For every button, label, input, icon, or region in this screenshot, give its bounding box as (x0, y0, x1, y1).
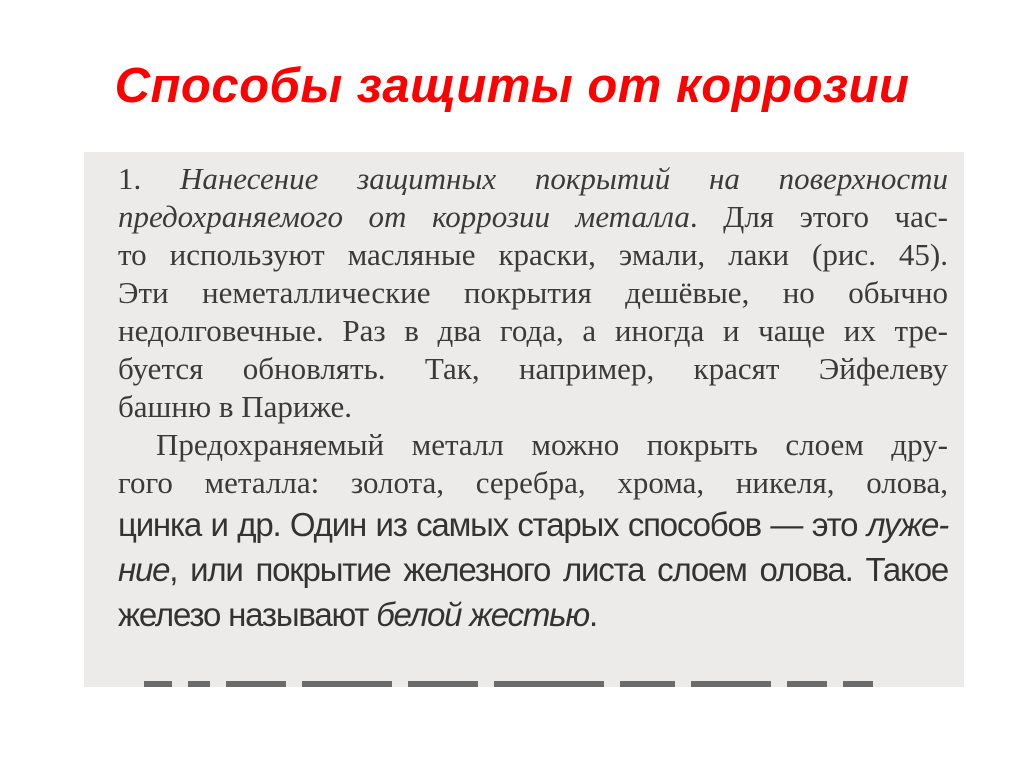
p1-line-1 (118, 160, 948, 198)
excerpt-text (118, 160, 948, 637)
p1-line-2: предохраняемого от коррозии металла. Для этого час- (118, 199, 948, 234)
cropped-next-line (144, 681, 924, 687)
p2-line-2: гого металла: золота, серебра, хрома, никеля, олова, (118, 465, 948, 500)
term-luzhenie-part2: ние (118, 551, 170, 588)
p2-line-1: Предохраняемый металл можно покрыть слоем дру- (156, 427, 948, 462)
p1-line-6: буется обновлять. Так, например, красят Эйфелеву (118, 351, 948, 386)
p2-line-4: ние, или покрытие железного листа слоем олова. Такое (118, 551, 948, 588)
p1-line-5: недолговечные. Раз в два года, а иногда и чаще их тре- (118, 313, 948, 348)
p1-line-7: башню в Париже. (118, 389, 353, 424)
p2-line-3: цинка и др. Один из самых старых способов — это луже- (118, 506, 948, 543)
p2-line-5: железо называют белой жестью. (118, 596, 597, 633)
p1-line-3: то используют масляные краски, эмали, лаки (рис. 45). (118, 237, 948, 272)
term-white-tin: белой жестью (376, 596, 589, 633)
scanned-textbook-excerpt (84, 152, 964, 687)
p1-line-4: Эти неметаллические покрытия дешёвые, но обычно (118, 275, 948, 310)
slide-title: Способы защиты от коррозии (114, 59, 910, 113)
term-luzhenie-part1: луже- (866, 506, 948, 543)
item-number: 1. (118, 161, 180, 196)
method-heading-part1: Нанесение защитных покрытий на поверхности (180, 161, 948, 196)
method-heading-part2: предохраняемого от коррозии металла (118, 199, 690, 234)
